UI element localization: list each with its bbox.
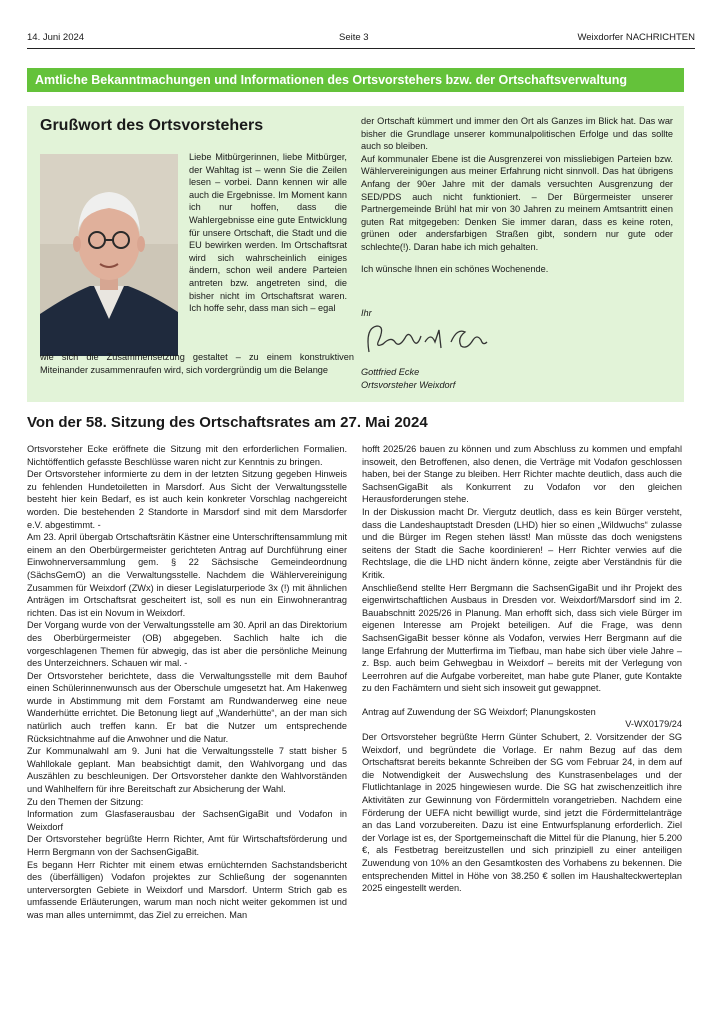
article-paragraph: Zu den Themen der Sitzung: bbox=[27, 796, 144, 807]
agenda-reference: V-WX0179/24 bbox=[625, 719, 682, 730]
article-paragraph: Es begann Herr Richter mit einem etwas ernüchternden Sachstandsbericht des (überfälligen) Vodafon projektes zur Schließung der sogenannten unterversorgten Gebiete in Weixdorf und Marsdorf. Unterm Strich gab es umfassende Erläuterungen, warum man noch nicht weiter gekommen ist und was man alles unternimmt, das Ziel zu erreichen. Man bbox=[27, 859, 347, 920]
greeting-intro-paragraph: Liebe Mitbürgerinnen, liebe Mitbürger, der Wahltag ist – wenn Sie die Zeilen lesen – vorbei. Dann kennen wir alle auch die Ergebnisse. Im Moment kann ich nur hoffen, dass die Wahlergebnisse eine gute Entwicklung für unsere Ortschaft, die Stadt und die EU bewirken werden. Im Ortschaftsrat wird sich wahrscheinlich einiges ändern, schon weil andere Parteien antreten bzw. angetreten sind, die bisher nicht im Ortschaftsrat waren. Ich hoffe sehr, dass man sich – egal bbox=[189, 152, 347, 314]
greeting-paragraph: Auf kommunaler Ebene ist die Ausgrenzerei von missliebigen Parteien bzw. Wählervereinigungen aus meiner Erfahrung nicht sinnvoll. Das hat übrigens Anfang der 90er Jahre mit der damals versuchten Ausgrenzung der SED/PDS auch nicht funktioniert. – Der Bürgermeister unserer Partnergemeinde Brühl hat mir von 30 Jahren zu meinem Amtsantritt einen guten Rat mitgegeben: Denken Sie immer daran, dass es keine roten, grünen oder andersfarbigen Straßen gibt, sondern nur gute oder schlechte(!). Daran habe ich mich gehalten. bbox=[361, 153, 673, 252]
article-left-column bbox=[27, 443, 347, 922]
greeting-continuation-paragraph: wie sich die Zusammensetzung gestaltet – zu einem konstruktiven Miteinander zusammenraufen wird, sich vordergründig um die Belange bbox=[40, 352, 354, 375]
article-paragraph: In der Diskussion macht Dr. Viergutz deutlich, dass es kein Bürger versteht, dass die Landeshauptstadt Dresden (LHD) hier so einen „Wildwuchs“ zulasse und die Bürger im Regen stehen lässt! Man müsste das doch wenigstens seitens der Stadt die Sache koordinieren! – Herr Richter verwies auf die Rechtslage, die die LHD nicht ändern könne, zeigte aber Verständnis für die Kritik. bbox=[362, 506, 682, 580]
article-paragraph: Der Vorgang wurde von der Verwaltungsstelle am 30. April an das Direktorium des Oberbürgermeister (OB) abgegeben. Sachlich halte ich die vorgeschlagenen Themen für abwegig, das ist aber die persönliche Meinung des Unterzeichners. Schauen wir mal. - bbox=[27, 620, 347, 669]
article-paragraph: Der Ortsvorsteher berichtete, dass die Verwaltungsstelle mit dem Bauhof einen Schülerinnenwunsch aus der Oberschule umgesetzt hat. Am Hakenweg wurde in Abstimmung mit dem Forstamt am Rundwanderweg eine neue Wanderhütte errichtet. Die Betonung liegt auf „Wanderhütte“, an der man sich natürlich auch treffen kann. Er bat die Nutzer um entsprechende Rücksichtnahme auf die Anwohner und die Natur. bbox=[27, 670, 347, 744]
portrait-photo bbox=[40, 154, 178, 356]
article-paragraph: Am 23. April übergab Ortschaftsrätin Kästner eine Unterschriftensammlung mit einem an den Oberbürgermeister gerichteten Antrag auf Durchführung einer Einwohnerversammlung gem. § 22 Sächsische Gemeindeordnung (SächsGemO) an die Verwaltungsstelle. Nachdem die Wählervereinigung Zusammen für Weixdorf (ZWx) in dieser Legislaturperiode 3x (!) mit ähnlichen Anträgen im Ortschaftsrat gescheitert ist, soll es nun ein Einwohnerantrag richten. Das ist ein Novum in Weixdorf. bbox=[27, 532, 347, 618]
article-paragraph: Der Ortsvorsteher begrüßte Herrn Günter Schubert, 2. Vorsitzender der SG Weixdorf, und begründete die Vorlage. Er nahm Bezug auf das dem Ortschaftsrat bereits bekannte Schreiben der SG vom Februar 24, in dem auf die Notwendigkeit der Auswechslung des Kunstrasenbelages und der Flutlichtanlage in 2025 hingewiesen wurde. Die SG hat zwischenzeitlich ihre Aktivitäten zur Gewinnung von Fördermitteln vorangetrieben. Nachdem eine Förderung der UEFA nicht bewilligt wurde, sind jetzt die Fördermittelanträge an das Land vorzubereiten. Dazu ist eine Entwurfsplanung erforderlich. Ziel der Vorlage ist es, der Sportgemeinschaft die Mittel für die Planung, hier 5.200 €, als Festbetrag bereitzustellen und sich prinzipiell zu einer anteiligen Zuwendung von 10% an den Gesamtkosten des Vorhabens zu bekennen. Die entsprechenden Mittel in Höhe von 38.250 € sollen im Haushalteckwerteplan 2025 eingestellt werden. bbox=[362, 732, 682, 894]
agenda-item-title: Antrag auf Zuwendung der SG Weixdorf; Planungskosten bbox=[362, 706, 596, 717]
section-banner: Amtliche Bekanntmachungen und Informationen des Ortsvorstehers bzw. der Ortschaftsverwaltung bbox=[27, 68, 684, 92]
signature-caption bbox=[361, 366, 455, 391]
article-paragraph: Information zum Glasfaserausbau der SachsenGigaBit und Vodafon in Weixdorf bbox=[27, 809, 347, 832]
page-number: Seite 3 bbox=[339, 32, 369, 43]
greeting-title: Grußwort des Ortsvorstehers bbox=[40, 117, 264, 134]
closing-word: Ihr bbox=[361, 308, 372, 318]
greeting-right-column bbox=[361, 115, 673, 275]
article-paragraph: Zur Kommunalwahl am 9. Juni hat die Verwaltungsstelle 7 statt bisher 5 Wahllokale geplant. Man beabsichtigt damit, den Wahlvorgang und das Auszählen zu beschleunigen. Der Ortsvorsteher dankte den Wahlvorständen und Wahlhelfern für ihre Bereitschaft zur Absicherung der Wahl. bbox=[27, 746, 347, 795]
signer-name: Gottfried Ecke bbox=[361, 367, 420, 377]
article-paragraph: Anschließend stellte Herr Bergmann die SachsenGigaBit und ihr Projekt des eigenwirtschaftlichen Ausbaus in Dresden vor. Weixdorf/Marsdorf sind im 2. Bauabschnitt 2025/26 in Planung. Man erhofft sich, dass sich viele Bürger im eigenen Interesse am Projekt beteiligen. Auf die Frage, was denn SachsenGigaBit besser könne als Vodafon, verwies Herr Bergmann auf die lange Erfahrung der Mutterfirma im Tiefbau, man habe sich über viele Jahre – z. Bsp. auch beim Gehwegbau in Weixdorf – bereits mit der Verlegung von Leerrohren auf die Aufgabe vorbereitet, man habe gute Planer, gute Kontakte zu den Fachämtern und sieht sich insoweit gut gewappnet. bbox=[362, 582, 682, 694]
issue-date: 14. Juni 2024 bbox=[27, 32, 85, 43]
article-paragraph: hofft 2025/26 bauen zu können und zum Abschluss zu kommen und empfahl insoweit, den Betroffenen, also denen, die Verträge mit Vodafon geschlossen haben, bei der Stange zu bleiben. Herr Richter machte deutlich, dass auch die SachsenGigaBit als Konkurrent zu Vodafon vor den gleichen Herausforderungen stehe. bbox=[362, 444, 682, 505]
article-paragraph: Der Ortsvorsteher begrüßte Herrn Richter, Amt für Wirtschaftsförderung und Herrn Bergmann von der SachsenGigaBit. bbox=[27, 834, 347, 857]
article-title: Von der 58. Sitzung des Ortschaftsrates am 27. Mai 2024 bbox=[27, 414, 428, 431]
page-header bbox=[27, 30, 695, 49]
greeting-paragraph: der Ortschaft kümmert und immer den Ort als Ganzes im Blick hat. Das war bisher die Grundlage unserer kommunalpolitischen Erfolge und das sollte auch so bleiben. bbox=[361, 116, 673, 152]
signer-role: Ortsvorsteher Weixdorf bbox=[361, 379, 456, 390]
handwritten-signature bbox=[361, 318, 491, 362]
publication-name: Weixdorfer NACHRICHTEN bbox=[577, 32, 695, 43]
article-paragraph: Der Ortsvorsteher informierte zu dem in der letzten Sitzung gegeben Hinweis zu fehlenden Hundetoiletten in Marsdorf. Aus Sicht der Verwaltungsstelle besteht hier kein Bedarf, es ist auch kein konkreter Vorschlag nachgereicht worden. Die bestehenden 2 Standorte in Marsdorf sind mit dem Marsdorfer e.V. abgestimmt. - bbox=[27, 469, 347, 530]
signature-block bbox=[361, 308, 673, 398]
article-right-column bbox=[362, 443, 682, 895]
greeting-box bbox=[27, 106, 684, 402]
greeting-intro-text bbox=[189, 151, 347, 315]
article-paragraph: Ortsvorsteher Ecke eröffnete die Sitzung mit den erforderlichen Formalien. Nichtöffentlich gefasste Beschlüsse waren nicht zur Kenntnis zu bringen. bbox=[27, 444, 347, 467]
greeting-paragraph: Ich wünsche Ihnen ein schönes Wochenende. bbox=[361, 263, 549, 274]
greeting-continuation bbox=[40, 351, 354, 376]
